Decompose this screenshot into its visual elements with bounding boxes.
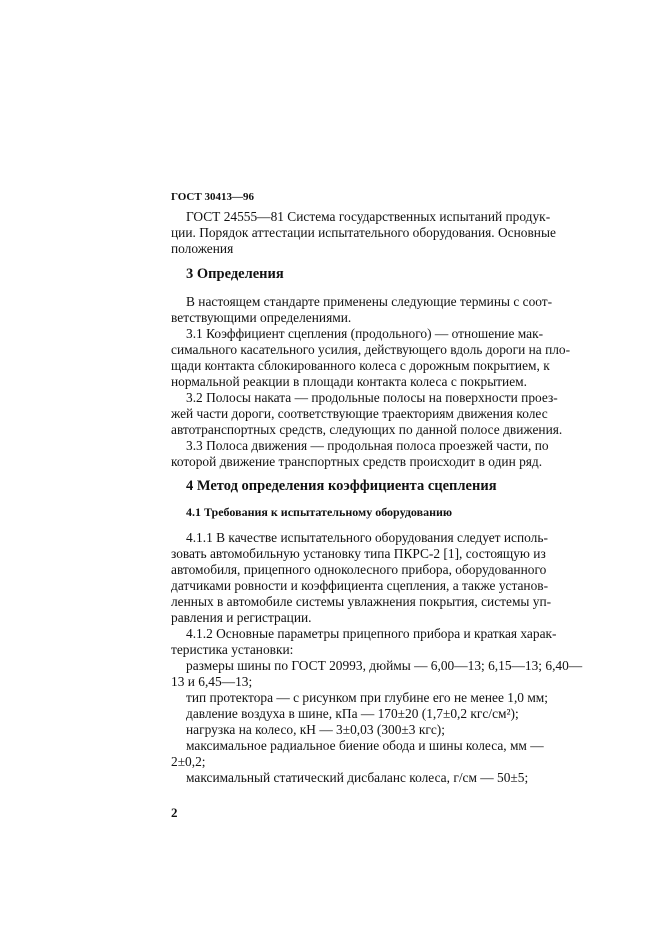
section-3-heading: 3 Определения [186, 266, 284, 282]
definition-3-2-line: автотранспортных средств, следующих по данной полосе движения. [171, 422, 563, 437]
body-line: ветствующими определениями. [171, 310, 352, 325]
clause-4-1-1-line: зовать автомобильную установку типа ПКРС-2 [1], состоящую из [171, 546, 546, 561]
parameter-line: максимальный статический дисбаланс колеса, г/см — 50±5; [186, 770, 529, 785]
definition-3-1-line: щади контакта сблокированного колеса с дорожным покрытием, к [171, 358, 550, 373]
definition-3-3-line: которой движение транспортных средств происходит в один ряд. [171, 454, 543, 469]
parameter-line: нагрузка на колесо, кН — 3±0,03 (300±3 кгс); [186, 722, 445, 737]
clause-4-1-2-line: 4.1.2 Основные параметры прицепного прибора и краткая харак- [186, 626, 557, 641]
clause-4-1-1-line: ленных в автомобиле системы увлажнения покрытия, системы уп- [171, 594, 552, 609]
clause-4-1-2-line: теристика установки: [171, 642, 294, 657]
parameter-line: давление воздуха в шине, кПа — 170±20 (1,7±0,2 кгс/см²); [186, 706, 519, 721]
reference-line: положения [171, 241, 234, 256]
reference-line: ГОСТ 24555—81 Система государственных испытаний продук- [186, 209, 551, 224]
definition-3-1-line: симального касательного усилия, действующего вдоль дороги на пло- [171, 342, 571, 357]
page-number: 2 [171, 805, 178, 820]
reference-line: ции. Порядок аттестации испытательного оборудования. Основные [171, 225, 556, 240]
definition-3-2-line: жей части дороги, соответствующие траекториям движения колес [171, 406, 548, 421]
clause-4-1-1-line: автомобиля, прицепного одноколесного прибора, оборудованного [171, 562, 547, 577]
clause-4-1-1-line: равления и регистрации. [171, 610, 312, 625]
definition-3-3-line: 3.3 Полоса движения — продольная полоса проезжей части, по [186, 438, 549, 453]
subsection-4-1-heading: 4.1 Требования к испытательному оборудованию [186, 505, 453, 519]
parameter-line: 13 и 6,45—13; [171, 674, 253, 689]
body-line: В настоящем стандарте применены следующие термины с соот- [186, 294, 553, 309]
parameter-line: 2±0,2; [171, 754, 206, 769]
definition-3-1-line: нормальной реакции в площади контакта колеса с покрытием. [171, 374, 527, 389]
clause-4-1-1-line: 4.1.1 В качестве испытательного оборудования следует исполь- [186, 530, 548, 545]
parameter-line: размеры шины по ГОСТ 20993, дюймы — 6,00—13; 6,15—13; 6,40— [186, 658, 583, 673]
definition-3-1-line: 3.1 Коэффициент сцепления (продольного) — отношение мак- [186, 326, 544, 341]
clause-4-1-1-line: датчиками ровности и коэффициента сцепления, а также установ- [171, 578, 549, 593]
document-header: ГОСТ 30413—96 [171, 191, 254, 203]
section-4-heading: 4 Метод определения коэффициента сцепления [186, 478, 497, 494]
parameter-line: тип протектора — с рисунком при глубине его не менее 1,0 мм; [186, 690, 548, 705]
parameter-line: максимальное радиальное биение обода и шины колеса, мм — [186, 738, 544, 753]
definition-3-2-line: 3.2 Полосы наката — продольные полосы на поверхности проез- [186, 390, 558, 405]
